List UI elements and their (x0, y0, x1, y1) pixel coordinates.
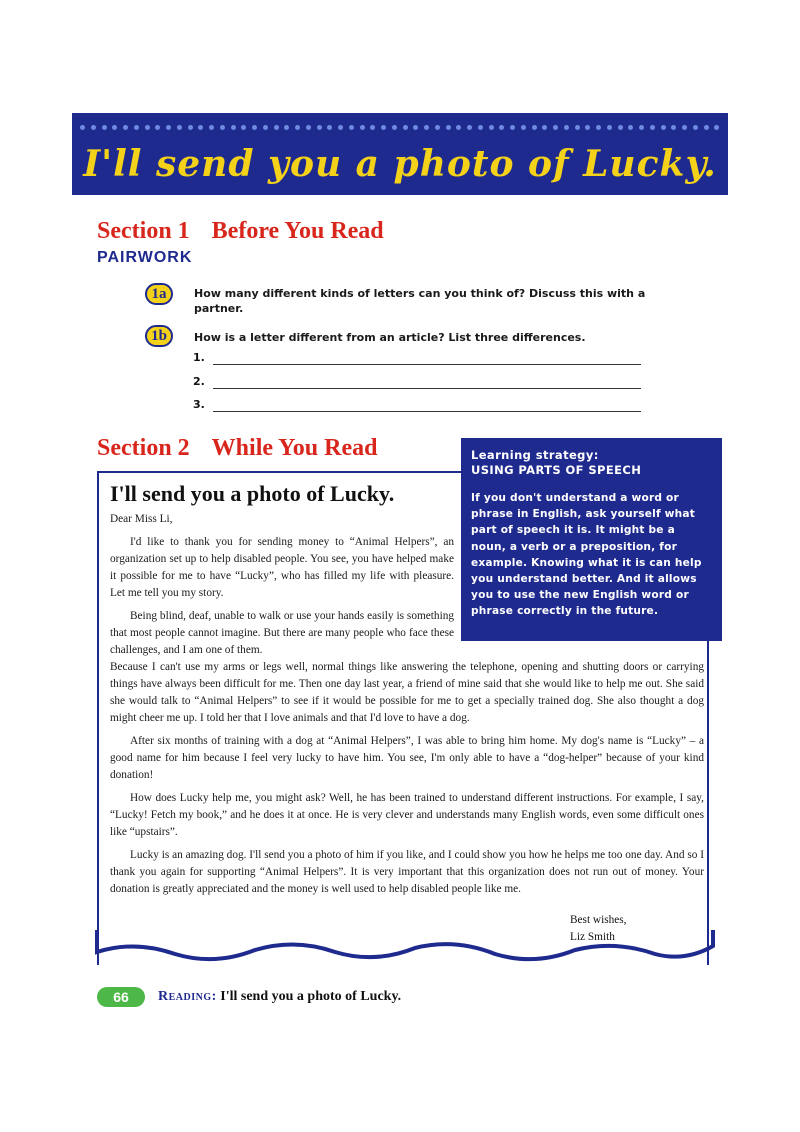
banner-dot (596, 125, 601, 130)
banner-dot (424, 125, 429, 130)
banner-dot (553, 125, 558, 130)
answer-line-number: 3. (193, 398, 205, 411)
learning-strategy-box (461, 438, 722, 641)
banner-dot (392, 125, 397, 130)
question-1a-text: How many different kinds of letters can you think of? Discuss this with a partner. (194, 287, 646, 315)
banner-dot (381, 125, 386, 130)
banner-dot (435, 125, 440, 130)
banner-dot (123, 125, 128, 130)
answer-line-3[interactable] (193, 398, 641, 412)
banner-dot (446, 125, 451, 130)
banner-dot (564, 125, 569, 130)
banner-dot (166, 125, 171, 130)
page-title: I'll send you a photo of Lucky. (83, 143, 717, 185)
banner-dot (714, 125, 719, 130)
letter-paragraph-3: After six months of training with a dog at “Animal Helpers”, I was able to bring him home. My dog's name is “Lucky” – a good name for him because I feel very lucky to have him. You see, I'm only able to have a “dog-helper” because of your kind donation! (110, 735, 704, 781)
letter-paragraph-2b: Because I can't use my arms or legs well, normal things like answering the telephone, opening and shutting doors or carrying things have always been difficult for me. Then one day last year, a friend of mine said that she would like to help me out. She said she would talk to “Animal Helpers” to see if it would be possible for me to get a specially trained dog. She also thought a dog might cheer me up. I told her that I love animals and that I'd love to have a dog. (110, 661, 704, 724)
letter-paragraph-4: How does Lucky help me, you might ask? Well, he has been trained to understand different instructions. For example, I say, “Lucky! Fetch my book,” and he does it at once. He is very clever and understands many English words, even some difficult ones like “upstairs”. (110, 792, 704, 838)
banner-dot (198, 125, 203, 130)
letter-closing: Best wishes, (570, 914, 627, 926)
question-1b-badge: 1b (145, 325, 173, 347)
banner-dot (241, 125, 246, 130)
banner-dot (510, 125, 515, 130)
banner-dot (661, 125, 666, 130)
strategy-title-line2: USING PARTS OF SPEECH (471, 463, 642, 477)
banner-dot (177, 125, 182, 130)
section-2-label: Section 2 (97, 435, 190, 461)
banner-dot (134, 125, 139, 130)
banner-dot (91, 125, 96, 130)
banner-dot (209, 125, 214, 130)
banner-dot (112, 125, 117, 130)
banner-dot (370, 125, 375, 130)
section-2-title: While You Read (211, 435, 378, 461)
banner-dot (284, 125, 289, 130)
banner-dot (263, 125, 268, 130)
letter-salutation: Dear Miss Li, (110, 513, 173, 525)
banner-dot (628, 125, 633, 130)
banner-dot (575, 125, 580, 130)
page-number: 66 (97, 987, 145, 1007)
footer-lesson-title: I'll send you a photo of Lucky. (220, 989, 402, 1004)
footer-title (158, 989, 401, 1005)
letter-title: I'll send you a photo of Lucky. (110, 481, 395, 506)
banner-dot (607, 125, 612, 130)
answer-line-2[interactable] (193, 375, 641, 389)
banner-dot (639, 125, 644, 130)
banner-dot (252, 125, 257, 130)
banner-dot (306, 125, 311, 130)
banner-dot (413, 125, 418, 130)
section-1-label: Section 1 (97, 218, 190, 244)
banner-dot (585, 125, 590, 130)
pairwork-label: PAIRWORK (97, 249, 193, 266)
banner-dot (618, 125, 623, 130)
letter-signature: Liz Smith (570, 931, 615, 943)
question-1a-badge: 1a (145, 283, 173, 305)
title-banner (72, 113, 728, 195)
question-1b-text: How is a letter different from an article? List three differences. (194, 331, 586, 344)
banner-dot (532, 125, 537, 130)
answer-line-number: 2. (193, 375, 205, 388)
banner-dot (693, 125, 698, 130)
answer-line-1[interactable] (193, 351, 641, 365)
banner-dot (467, 125, 472, 130)
letter-paragraph-5: Lucky is an amazing dog. I'll send you a photo of him if you like, and I could show you how he helps me too one day. And so I thank you again for supporting “Animal Helpers”. It is very important that this organization does not run out of money. Your donation is greatly appreciated and the money is well used to help disabled people like me. (110, 849, 704, 895)
banner-dot (456, 125, 461, 130)
section-1-title: Before You Read (211, 218, 384, 244)
banner-dot (349, 125, 354, 130)
banner-dot (220, 125, 225, 130)
banner-dot (499, 125, 504, 130)
banner-dot (231, 125, 236, 130)
strategy-title-line1: Learning strategy: (471, 448, 599, 462)
banner-dot (360, 125, 365, 130)
banner-dot (338, 125, 343, 130)
letter-signoff (570, 912, 627, 946)
strategy-body: If you don't understand a word or phrase in English, ask yourself what part of speech it is. It might be a noun, a verb or a preposition, for example. Knowing what it is can help you understand better. And it allows you to use the new English word or phrase correctly in the future. (471, 492, 702, 618)
banner-dot (650, 125, 655, 130)
banner-dots (80, 125, 720, 131)
banner-dot (671, 125, 676, 130)
section-2-heading (97, 435, 377, 462)
banner-dot (145, 125, 150, 130)
footer-reading-label: Reading: (158, 989, 217, 1004)
banner-dot (102, 125, 107, 130)
section-1-heading (97, 218, 384, 245)
banner-dot (274, 125, 279, 130)
banner-dot (155, 125, 160, 130)
banner-dot (295, 125, 300, 130)
banner-dot (521, 125, 526, 130)
banner-dot (542, 125, 547, 130)
banner-dot (188, 125, 193, 130)
letter-paragraph-2a: Being blind, deaf, unable to walk or use your hands easily is something that most people cannot imagine. But there are many people who face these challenges, and I am one of them. (110, 610, 454, 656)
banner-dot (704, 125, 709, 130)
letter-paragraph-1: I'd like to thank you for sending money to “Animal Helpers”, an organization set up to help disabled people. You see, you have helped make it possible for me to have “Lucky”, who has filled my life with pleasure. Let me tell you my story. (110, 536, 454, 599)
answer-line-number: 1. (193, 351, 205, 364)
banner-dot (327, 125, 332, 130)
banner-dot (403, 125, 408, 130)
banner-dot (80, 125, 85, 130)
banner-dot (317, 125, 322, 130)
banner-dot (682, 125, 687, 130)
banner-dot (489, 125, 494, 130)
banner-dot (478, 125, 483, 130)
